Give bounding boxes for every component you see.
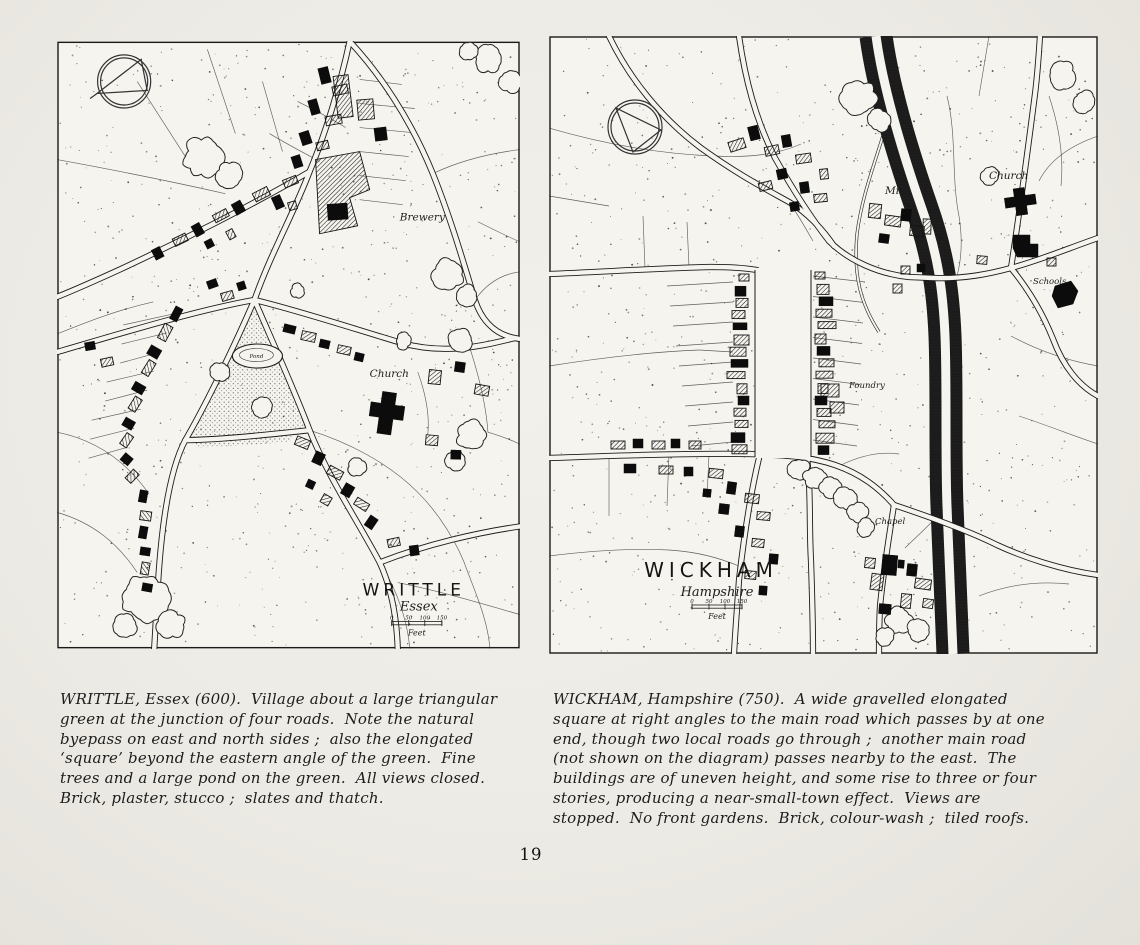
svg-text:50: 50 — [405, 615, 413, 622]
scale-unit: Feet — [708, 612, 726, 621]
wickham-caption: WICKHAM, Hampshire (750). A wide gravelled elongated square at right angles to the main road which passes by at one end, though two local roads go through ; another main road (not shown on the diagram) passes nearby to the east. The buildings are of uneven height, and some rise to three or four stories, producing a near-small-town effect. Views are stopped. No front gardens. Brick, colour-wash ; tiled roofs. — [553, 690, 1050, 827]
svg-text:100: 100 — [719, 599, 731, 605]
wickham-map — [549, 36, 1098, 654]
svg-text:0: 0 — [389, 615, 394, 622]
pond-label: Pond — [249, 354, 264, 361]
map-title: WICKHAM — [644, 558, 778, 582]
foundry-label: Foundry — [849, 381, 885, 391]
map-subtitle: Essex — [399, 599, 438, 615]
svg-text:100: 100 — [419, 615, 431, 622]
pond — [232, 344, 282, 368]
market-square — [755, 268, 811, 458]
map-title: WRITTLE — [362, 580, 465, 601]
church-label: Church — [369, 368, 409, 381]
mill-label: Mill — [885, 185, 906, 197]
map-border — [550, 37, 1097, 653]
writtle-map — [57, 41, 520, 649]
writtle-caption: WRITTLE, Essex (600). Village about a large triangular green at the junction of four roads. Note the natural byepass on east and north sides ; also the elongated ‘square’ beyond the eastern angle of the green. Fine trees and a large pond on the green. All views closed. Brick, plaster, stucco ; slates and thatch. — [60, 690, 503, 807]
wickham-map-panel — [549, 36, 1098, 654]
svg-text:50: 50 — [705, 599, 713, 605]
scale-unit: Feet — [407, 628, 426, 638]
church-label: Church — [989, 170, 1029, 182]
map-subtitle: Hampshire — [680, 585, 754, 600]
brewery-label: Brewery — [399, 211, 445, 224]
svg-text:150: 150 — [436, 615, 448, 622]
schools-label: Schools — [1033, 277, 1067, 287]
writtle-map-panel — [57, 41, 520, 649]
svg-text:0: 0 — [690, 599, 694, 605]
chapel-label: Chapel — [875, 517, 906, 527]
page-number: 19 — [519, 845, 543, 864]
svg-text:150: 150 — [736, 599, 748, 605]
